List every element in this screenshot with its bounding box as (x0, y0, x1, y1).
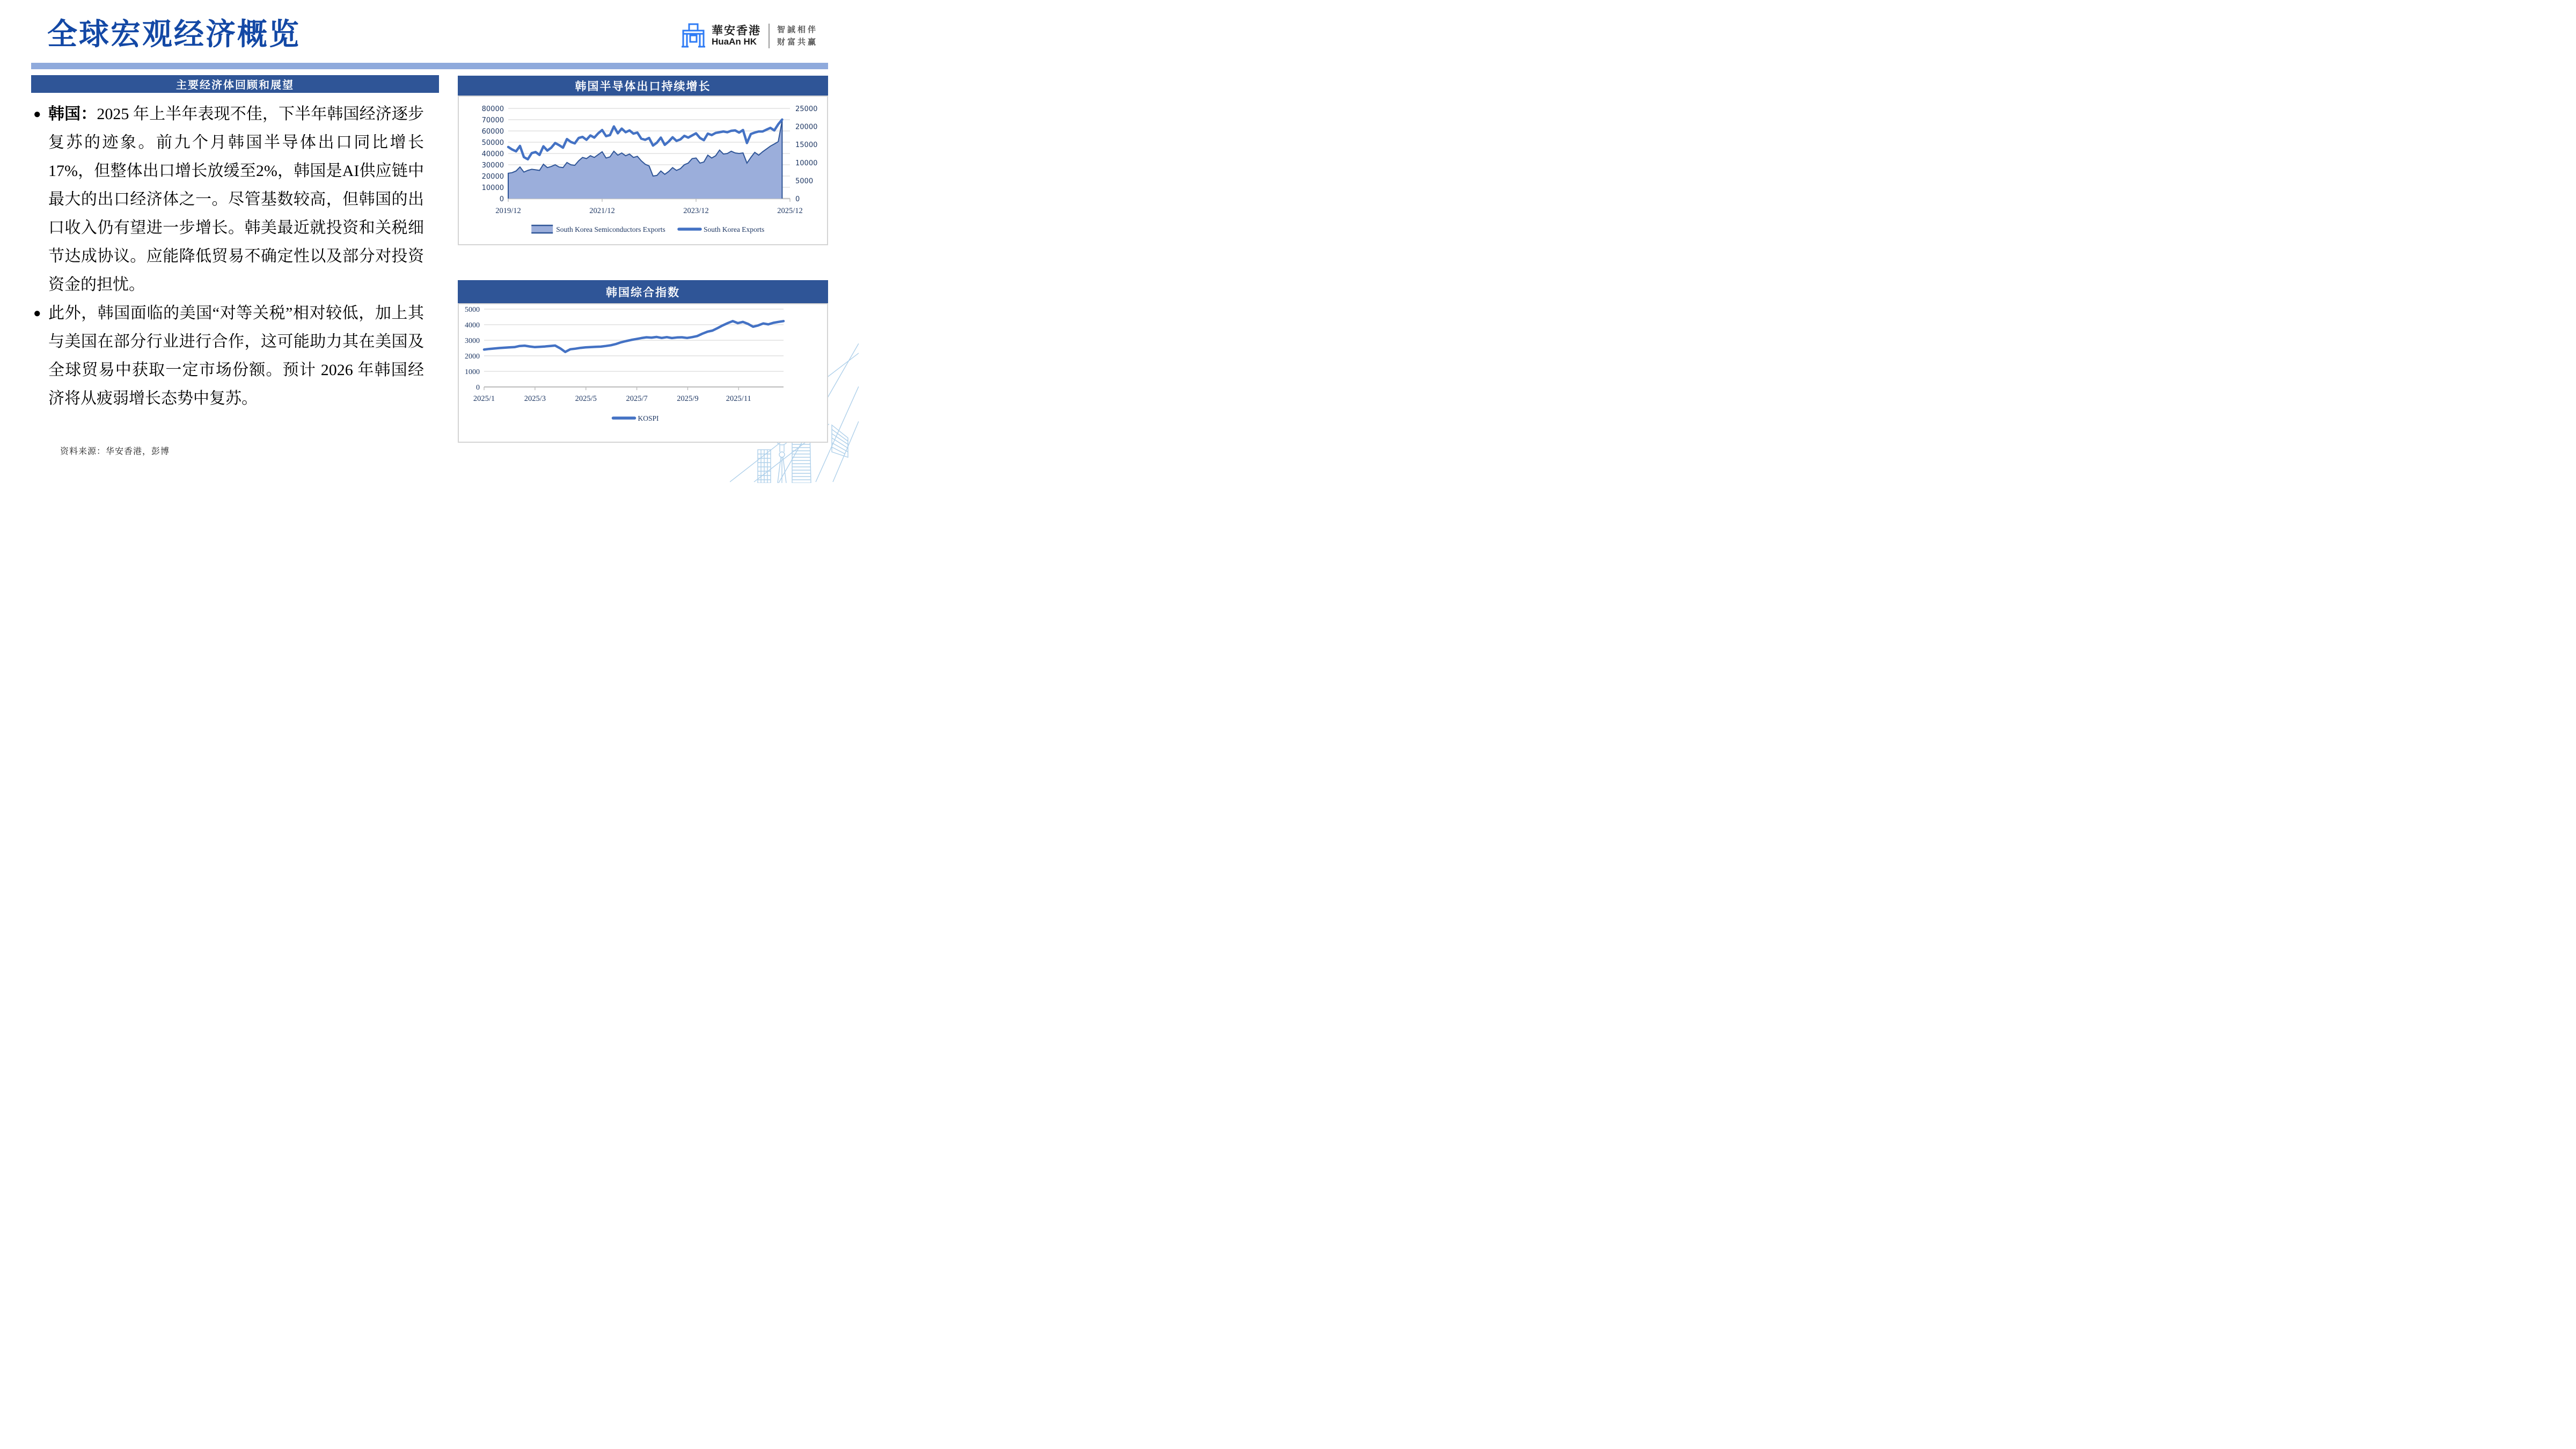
y-axis-label-left: 50000 (481, 139, 504, 147)
bullet-tariff (33, 299, 424, 413)
y-axis-label-right: 20000 (795, 123, 818, 131)
x-axis-label: 2025/12 (777, 207, 803, 215)
y-axis-label-left: 20000 (481, 173, 504, 181)
y-axis-label-left: 1000 (465, 368, 480, 376)
logo-slogan-line1: 智誠相伴 (777, 25, 818, 34)
semiconductor-export-chart (459, 97, 827, 241)
left-panel-header: 主要经济体回顾和展望 (31, 75, 439, 93)
y-axis-label-left: 30000 (481, 162, 504, 170)
y-axis-label-left: 40000 (481, 150, 504, 158)
page-title: 全球宏观经济概览 (47, 18, 301, 52)
y-axis-label-left: 5000 (465, 306, 480, 314)
title-divider-bar (31, 63, 828, 69)
y-axis-label-left: 0 (476, 384, 480, 392)
left-panel-text (33, 100, 424, 413)
x-axis-label: 2025/3 (524, 394, 546, 403)
y-axis-label-left: 2000 (465, 353, 480, 361)
bullet-text: 此外，韩国面临的美国“对等关税”相对较低，加上其与美国在部分行业进行合作，这可能助力其在美国及全球贸易中获取一定市场份额。预计 2026 年韩国经济将从疲弱增长态势中复苏。 (48, 304, 424, 407)
y-axis-label-right: 15000 (795, 141, 818, 150)
huaan-logo-icon (680, 23, 706, 49)
semiconductor-export-chart-card (458, 76, 828, 245)
bullet-korea (33, 100, 424, 299)
x-axis-label: 2025/11 (726, 394, 751, 403)
legend-label: South Korea Semiconductors Exports (556, 225, 665, 233)
kospi-chart (459, 304, 827, 439)
y-axis-label-left: 3000 (465, 337, 480, 345)
chart-title-semiconductor: 韩国半导体出口持续增长 (458, 76, 828, 96)
bullet-lead: 韩国： (48, 105, 97, 123)
bullet-icon: ● (33, 107, 41, 121)
y-axis-label-left: 0 (499, 195, 504, 203)
kospi-line (484, 321, 784, 352)
source-note: 资料来源：华安香港，彭博 (60, 447, 170, 456)
huaan-logo (680, 23, 818, 49)
x-axis-label: 2025/7 (626, 394, 648, 403)
y-axis-label-right: 0 (795, 195, 800, 203)
logo-name-zh: 華安香港 (712, 25, 761, 38)
y-axis-label-right: 10000 (795, 159, 818, 167)
kospi-chart-card (458, 280, 828, 443)
y-axis-label-right: 5000 (795, 177, 814, 186)
x-axis-label: 2023/12 (683, 207, 709, 215)
x-axis-label: 2021/12 (589, 207, 615, 215)
logo-divider (769, 24, 770, 48)
x-axis-label: 2019/12 (495, 207, 521, 215)
logo-name-en: HuaAn HK (712, 36, 757, 47)
legend-label: South Korea Exports (704, 225, 765, 233)
logo-slogan-line2: 财富共赢 (777, 38, 818, 47)
slide (0, 0, 859, 483)
y-axis-label-left: 70000 (481, 116, 504, 125)
legend-area-swatch (531, 225, 553, 233)
bullet-icon: ● (33, 306, 41, 320)
legend-label: KOSPI (638, 414, 659, 422)
chart-title-kospi: 韩国综合指数 (458, 280, 828, 303)
y-axis-label-left: 10000 (481, 184, 504, 192)
y-axis-label-left: 4000 (465, 321, 480, 330)
x-axis-label: 2025/9 (677, 394, 699, 403)
bullet-text: 2025 年上半年表现不佳，下半年韩国经济逐步复苏的迹象。前九个月韩国半导体出口同比增长 17%，但整体出口增长放缓至2%，韩国是AI供应链中最大的出口经济体之一。尽管基数较高，但韩国的出口收入仍有望进一步增长。韩美最近就投资和关税细节达成协议。应能降低贸易不确定性以及部分对投资资金的担忧。 (48, 105, 425, 294)
y-axis-label-left: 60000 (481, 128, 504, 136)
x-axis-label: 2025/5 (575, 394, 597, 403)
y-axis-label-left: 80000 (481, 105, 504, 113)
x-axis-label: 2025/1 (473, 394, 495, 403)
y-axis-label-right: 25000 (795, 105, 818, 113)
